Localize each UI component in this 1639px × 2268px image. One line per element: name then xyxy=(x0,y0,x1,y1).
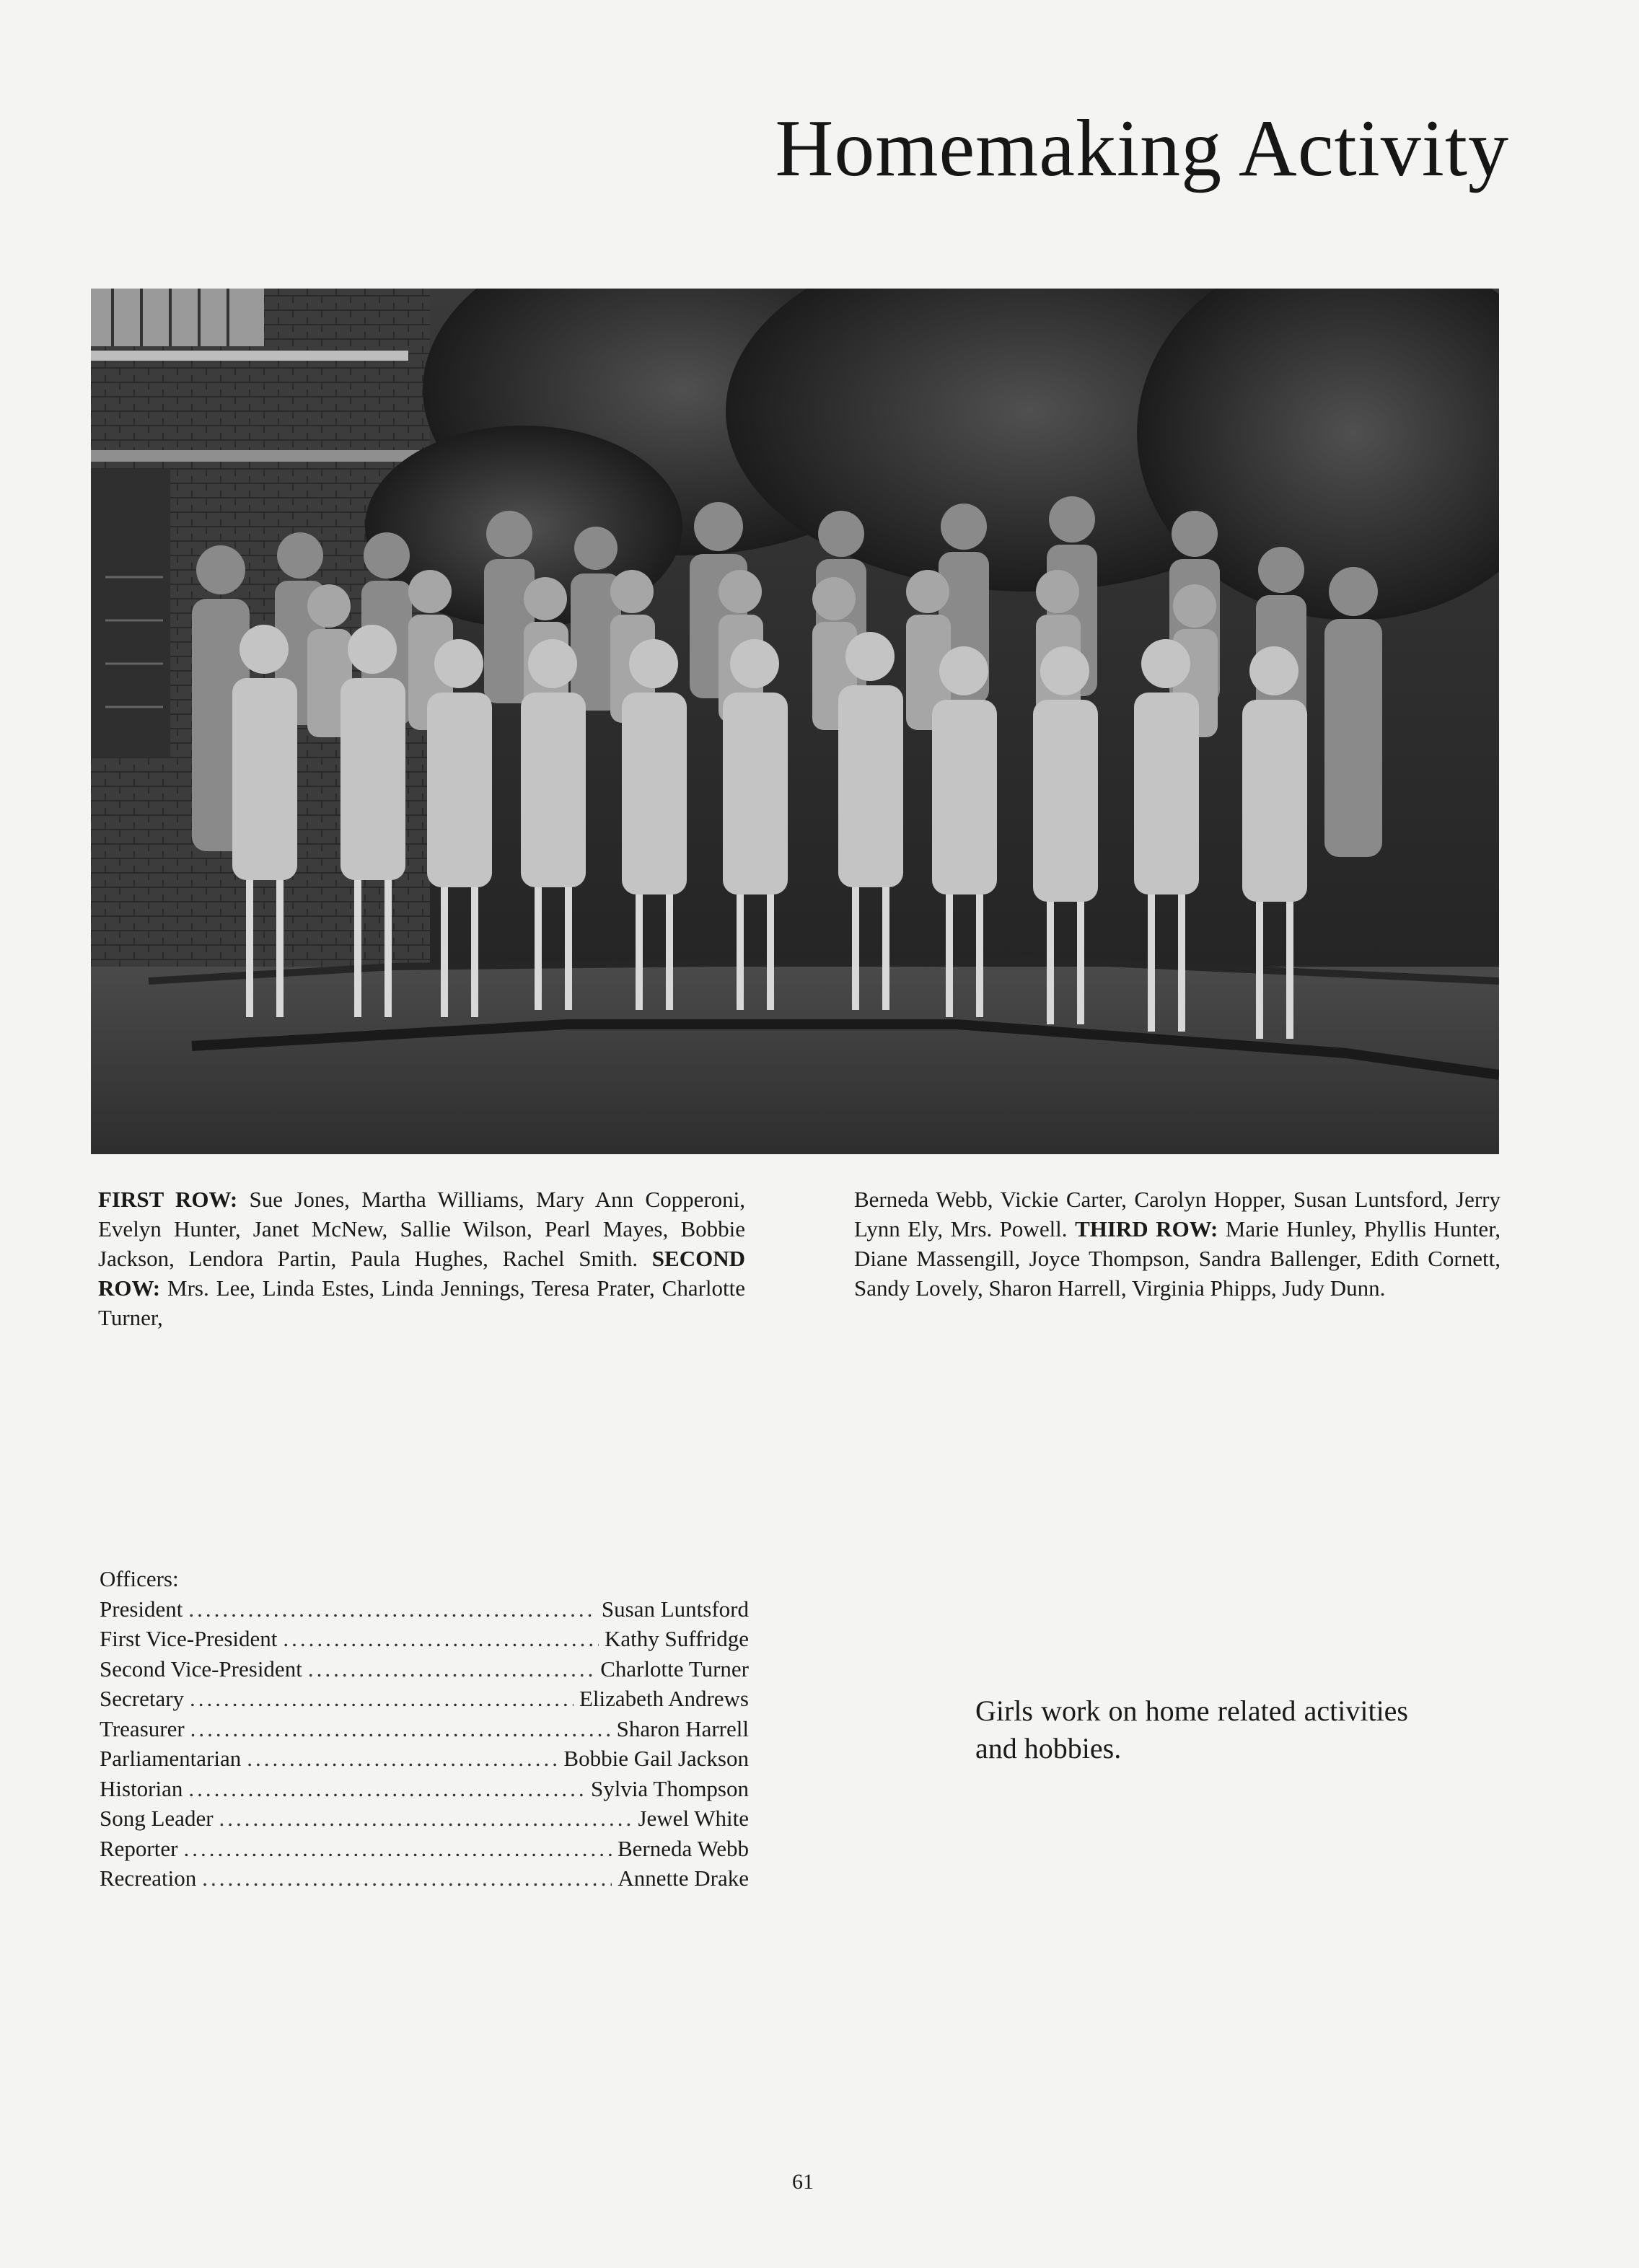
officer-name: Berneda Webb xyxy=(617,1835,749,1861)
officer-role: Secretary xyxy=(100,1686,185,1711)
officer-entry xyxy=(100,1803,749,1834)
leader-dots xyxy=(190,1684,574,1714)
officer-name: Sharon Harrell xyxy=(616,1715,749,1741)
caption-left-column xyxy=(98,1184,745,1332)
second-row-names: Mrs. Lee, Linda Estes, Linda Jennings, Teresa Prater, Charlotte Turner, xyxy=(98,1275,745,1330)
leader-dots xyxy=(247,1744,558,1774)
officer-name: Annette Drake xyxy=(618,1865,749,1891)
officer-role: Second Vice-President xyxy=(100,1656,302,1682)
officer-entry xyxy=(100,1654,749,1684)
leader-dots xyxy=(202,1863,612,1894)
leader-dots xyxy=(188,1594,596,1625)
officer-name: Kathy Suffridge xyxy=(604,1626,749,1651)
officers-list xyxy=(100,1564,749,1894)
officer-entry xyxy=(100,1834,749,1864)
officer-entry xyxy=(100,1714,749,1744)
officer-role: President xyxy=(100,1596,183,1622)
officer-entry xyxy=(100,1774,749,1804)
officer-role: Reporter xyxy=(100,1835,178,1861)
leader-dots xyxy=(219,1803,633,1834)
officers-heading: Officers: xyxy=(100,1566,179,1591)
officer-role: Recreation xyxy=(100,1865,197,1891)
officer-name: Jewel White xyxy=(638,1806,749,1831)
officer-name: Susan Luntsford xyxy=(601,1596,749,1622)
leader-dots xyxy=(190,1714,611,1744)
caption-right-column xyxy=(854,1184,1500,1303)
page-number: 61 xyxy=(792,2170,814,2194)
officer-entry xyxy=(100,1744,749,1774)
officer-role: Treasurer xyxy=(100,1715,185,1741)
leader-dots xyxy=(283,1624,599,1654)
third-row-names: Marie Hunley, Phyllis Hunter, Diane Massengill, Joyce Thompson, Sandra Ballenger, Edith Cornett, Sandy Lovely, Sharon Harrell, Virginia Phipps, Judy Dunn. xyxy=(854,1216,1501,1301)
officer-role: Song Leader xyxy=(100,1806,214,1831)
group-photo xyxy=(91,289,1499,1154)
leader-dots xyxy=(183,1834,612,1864)
leader-dots xyxy=(188,1774,585,1804)
page-title: Homemaking Activity xyxy=(775,104,1509,193)
officer-entry xyxy=(100,1594,749,1625)
officer-name: Charlotte Turner xyxy=(600,1656,749,1682)
leader-dots xyxy=(308,1654,594,1684)
officer-entry xyxy=(100,1684,749,1714)
officer-name: Sylvia Thompson xyxy=(590,1775,749,1801)
third-row-label: THIRD ROW: xyxy=(1075,1216,1218,1241)
officer-role: Parliamentarian xyxy=(100,1746,242,1771)
first-row-names: Sue Jones, Martha Williams, Mary Ann Copperoni, Evelyn Hunter, Janet McNew, Sallie Wilson, Pearl Mayes, Bobbie Jackson, Lendora Partin, Paula Hughes, Rachel Smith. xyxy=(98,1187,746,1271)
officer-name: Bobbie Gail Jackson xyxy=(563,1746,749,1771)
officer-entry xyxy=(100,1863,749,1894)
officer-role: First Vice-President xyxy=(100,1626,278,1651)
officer-role: Historian xyxy=(100,1775,183,1801)
activity-description: Girls work on home related activities and hobbies. xyxy=(975,1695,1408,1764)
officer-name: Elizabeth Andrews xyxy=(579,1686,749,1711)
second-row-label: SECOND ROW: xyxy=(98,1246,745,1301)
second-row-names-continued: Berneda Webb, Vickie Carter, Carolyn Hopper, Susan Luntsford, Jerry Lynn Ely, Mrs. Powell. xyxy=(854,1187,1500,1241)
officer-entry xyxy=(100,1624,749,1654)
first-row-label: FIRST ROW: xyxy=(98,1187,238,1212)
